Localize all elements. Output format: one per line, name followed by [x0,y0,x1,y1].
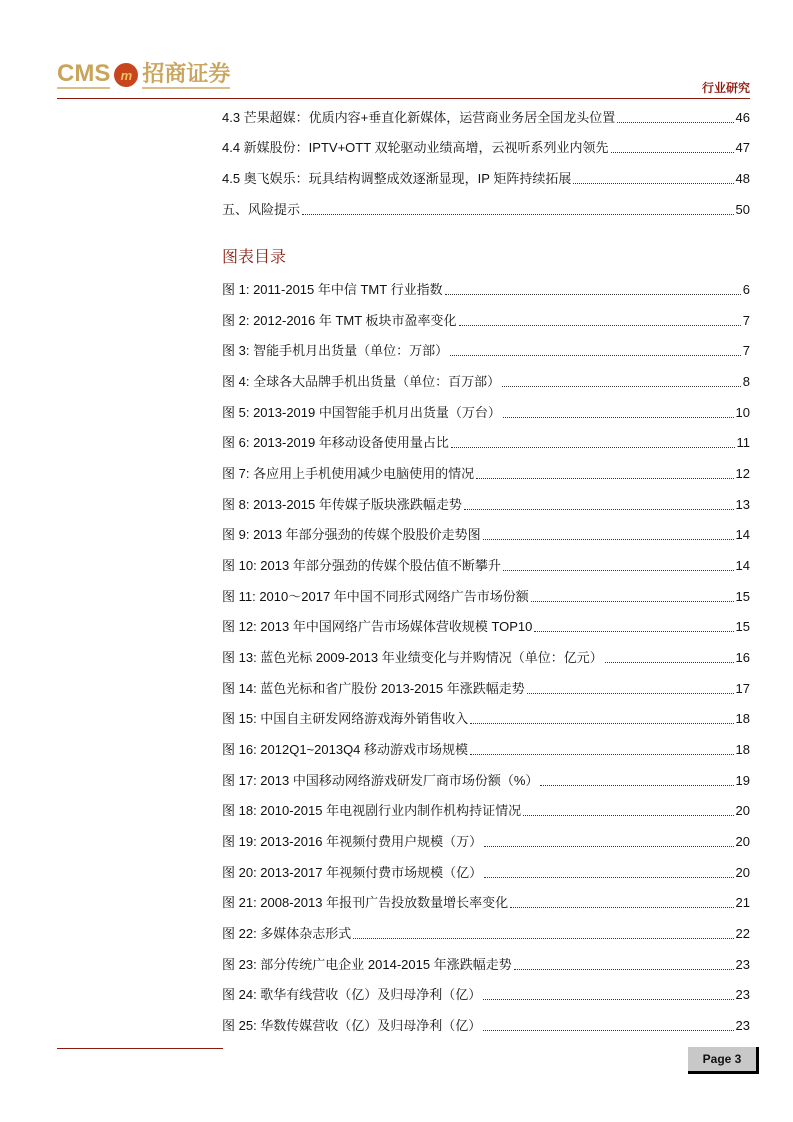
entry-label: 4.3 芒果超媒：优质内容+垂直化新媒体，运营商业务居全国龙头位置 [222,110,616,125]
entry-page: 6 [742,282,750,297]
toc-entry[interactable] [222,555,750,575]
entry-label: 图 25: 华数传媒营收（亿）及归母净利（亿） [222,1018,482,1033]
toc-entry[interactable] [222,616,750,636]
entry-page: 21 [735,895,750,910]
figures-heading: 图表目录 [222,249,287,266]
entry-page: 13 [735,497,750,512]
dot-leader [527,693,734,694]
dot-leader [470,723,733,724]
page-number-badge: Page 3 [688,1047,759,1074]
toc-entry[interactable] [222,402,750,422]
section-label: 行业研究 [701,81,750,95]
dot-leader [540,785,733,786]
entry-page: 46 [735,110,750,125]
dot-leader [534,631,733,632]
toc-entry[interactable] [222,1015,750,1035]
entry-page: 14 [735,527,750,542]
entry-page: 17 [735,681,750,696]
dot-leader [484,877,733,878]
entry-page: 7 [742,343,750,358]
dot-leader [484,846,733,847]
dot-leader [464,509,734,510]
toc-entry[interactable] [222,463,750,483]
dot-leader [503,417,734,418]
entry-page: 22 [735,926,750,941]
entry-label: 图 23: 部分传统广电企业 2014-2015 年涨跌幅走势 [222,957,512,972]
entry-page: 10 [735,405,750,420]
entry-label: 图 15: 中国自主研发网络游戏海外销售收入 [222,711,469,726]
entry-label: 图 16: 2012Q1~2013Q4 移动游戏市场规模 [222,742,469,757]
dot-leader [573,183,733,184]
dot-leader [514,969,734,970]
toc-entry[interactable] [222,739,750,759]
entry-label: 图 20: 2013-2017 年视频付费市场规模（亿） [222,865,483,880]
entry-page: 48 [735,171,750,186]
dot-leader [483,539,734,540]
toc-entry[interactable] [222,371,750,391]
toc-entry[interactable] [222,678,750,698]
entry-page: 15 [735,589,750,604]
entry-page: 23 [735,987,750,1002]
logo-text: CMS [57,60,111,87]
dot-leader [523,815,733,816]
entry-page: 8 [742,374,750,389]
entry-page: 20 [735,803,750,818]
toc-entry[interactable] [222,432,750,452]
toc-entry[interactable] [222,831,750,851]
dot-leader [302,214,734,215]
logo-chinese-name: 招商证券 [142,61,231,87]
dot-leader [483,1030,733,1031]
entry-page: 18 [735,742,750,757]
entry-label: 图 7: 各应用上手机使用减少电脑使用的情况 [222,466,475,481]
toc-entry[interactable] [222,862,750,882]
entry-label: 图 9: 2013 年部分强劲的传媒个股股价走势图 [222,527,481,542]
entry-label: 图 18: 2010-2015 年电视剧行业内制作机构持证情况 [222,803,522,818]
toc-entry[interactable] [222,310,750,330]
dot-leader [502,386,741,387]
entry-page: 15 [735,619,750,634]
entry-label: 4.5 奥飞娱乐：玩具结构调整成效逐渐显现，IP 矩阵持续拓展 [222,171,572,186]
entry-label: 图 19: 2013-2016 年视频付费用户规模（万） [222,834,483,849]
toc-entry[interactable] [222,708,750,728]
entry-label: 4.4 新媒股份：IPTV+OTT 双轮驱动业绩高增，云视听系列业内领先 [222,140,609,155]
toc-entry[interactable] [222,923,750,943]
dot-leader [450,355,741,356]
toc-entry[interactable] [222,954,750,974]
dot-leader [483,999,733,1000]
entry-label: 图 17: 2013 中国移动网络游戏研发厂商市场份额（%） [222,773,539,788]
entry-label: 图 1: 2011-2015 年中信 TMT 行业指数 [222,282,443,297]
toc-entry[interactable] [222,647,750,667]
dot-leader [531,601,734,602]
toc-entry[interactable] [222,137,750,157]
dot-leader [605,662,734,663]
toc-entry[interactable] [222,199,750,219]
toc-entry[interactable] [222,892,750,912]
entry-page: 18 [735,711,750,726]
toc-entry[interactable] [222,800,750,820]
entry-page: 20 [735,834,750,849]
dot-leader [353,938,733,939]
dot-leader [476,478,733,479]
header-divider [57,98,750,99]
entry-label: 图 21: 2008-2013 年报刊广告投放数量增长率变化 [222,895,509,910]
toc-entry[interactable] [222,340,750,360]
dot-leader [617,122,733,123]
entry-label: 图 10: 2013 年部分强劲的传媒个股估值不断攀升 [222,558,501,573]
footer-divider [57,1048,223,1049]
entry-page: 16 [735,650,750,665]
entry-label: 图 3: 智能手机月出货量（单位：万部） [222,343,449,358]
entry-label: 图 4: 全球各大品牌手机出货量（单位：百万部） [222,374,501,389]
dot-leader [503,570,734,571]
dot-leader [611,152,734,153]
dot-leader [445,294,741,295]
toc-entry[interactable] [222,770,750,790]
entry-label: 图 11: 2010～2017 年中国不同形式网络广告市场份额 [222,589,529,604]
entry-label: 图 24: 歌华有线营收（亿）及归母净利（亿） [222,987,482,1002]
toc-entry[interactable] [222,984,750,1004]
toc-entry[interactable] [222,107,750,127]
entry-page: 50 [735,202,750,217]
entry-label: 图 6: 2013-2019 年移动设备使用量占比 [222,435,449,450]
dot-leader [459,325,741,326]
entry-page: 11 [736,435,750,450]
entry-page: 23 [735,957,750,972]
entry-label: 图 12: 2013 年中国网络广告市场媒体营收规模 TOP10 [222,619,533,634]
entry-label: 图 8: 2013-2015 年传媒子版块涨跌幅走势 [222,497,462,512]
entry-label: 图 22: 多媒体杂志形式 [222,926,352,941]
dot-leader [451,447,735,448]
entry-label: 五、风险提示 [222,202,301,217]
entry-label: 图 2: 2012-2016 年 TMT 板块市盈率变化 [222,313,457,328]
logo-mark-icon: m [114,63,138,87]
entry-page: 23 [735,1018,750,1033]
toc-entry[interactable] [222,279,750,299]
entry-page: 12 [735,466,750,481]
entry-label: 图 14: 蓝色光标和省广股份 2013-2015 年涨跌幅走势 [222,681,525,696]
dot-leader [510,907,733,908]
toc-entry[interactable] [222,494,750,514]
entry-page: 47 [735,140,750,155]
entry-page: 20 [735,865,750,880]
entry-page: 7 [742,313,750,328]
toc-entry[interactable] [222,586,750,606]
entry-label: 图 5: 2013-2019 中国智能手机月出货量（万台） [222,405,501,420]
dot-leader [470,754,734,755]
entry-label: 图 13: 蓝色光标 2009-2013 年业绩变化与并购情况（单位：亿元） [222,650,603,665]
toc-entry[interactable] [222,168,750,188]
entry-page: 19 [735,773,750,788]
company-logo [57,60,230,90]
entry-page: 14 [735,558,750,573]
toc-entry[interactable] [222,524,750,544]
